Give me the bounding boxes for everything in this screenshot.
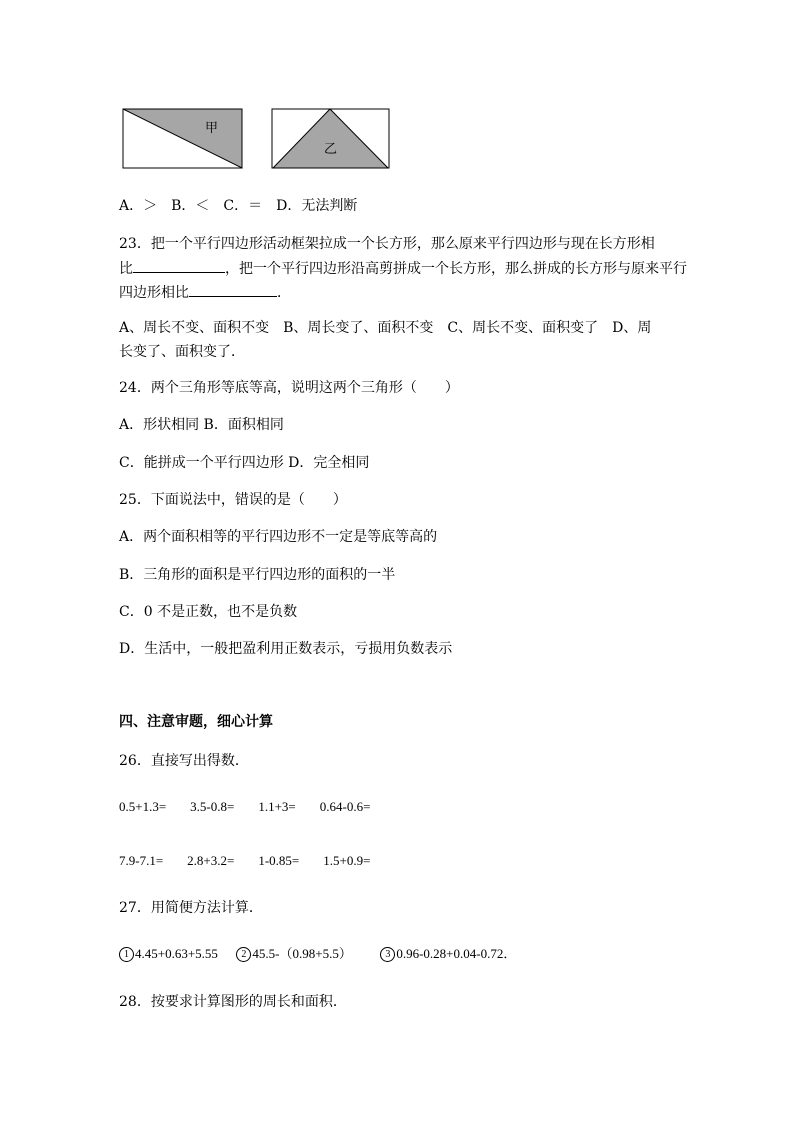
calc-item: 0.5+1.3= [119,799,167,814]
q26-row1 [119,797,394,817]
q24-stem: 24．两个三角形等底等高，说明这两个三角形（ ） [119,380,459,396]
q23-line1: 23．把一个平行四边形活动框架拉成一个长方形，那么原来平行四边形与现在长方形相 [119,236,655,252]
answer-blank-1[interactable] [133,258,225,273]
q23-line2-start: 比 [119,261,133,277]
calc-item: 0.64-0.6= [319,799,371,814]
answer-blank-2[interactable] [189,282,277,297]
calc-item: 2.8+3.2= [187,853,235,868]
q26-row2 [119,851,394,871]
figure-jia [122,108,244,170]
q27-expr-3: 0.96-0.28+0.04-0.72． [396,946,517,961]
calc-item: 3.5-0.8= [190,799,235,814]
q24-options-ab: A．形状相同 B．面积相同 [119,417,284,433]
q27-expressions [119,944,516,964]
q23-options-line1: A、周长不变、面积不变 B、周长变了、面积不变 C、周长不变、面积变了 D、周 [119,320,652,336]
calc-item: 7.9-7.1= [119,853,164,868]
q23-line3 [119,282,291,303]
q23-line2 [119,258,687,279]
calc-item: 1.1+3= [258,799,296,814]
q23-line2-end: ，把一个平行四边形沿高剪拼成一个长方形，那么拼成的长方形与原来平行 [225,261,687,277]
section-heading: 四、注意审题，细心计算 [119,714,273,730]
q24-options-cd: C．能拼成一个平行四边形 D．完全相同 [119,455,370,471]
q25-stem: 25．下面说法中，错误的是（ ） [119,492,347,508]
number-2-circle: 2 [236,947,251,962]
q27-stem: 27．用简便方法计算． [119,900,263,916]
q23-line3-end: ． [277,285,291,301]
figure-jia-label: 甲 [205,121,219,136]
figure-yi-label: 乙 [324,142,338,157]
calc-item: 1-0.85= [258,853,300,868]
q27-expr-1: 4.45+0.63+5.55 [135,946,218,961]
q23-options-line2: 长变了、面积变了． [119,344,245,360]
calc-item: 1.5+0.9= [323,853,371,868]
q25-option-d: D．生活中，一般把盈利用正数表示，亏损用负数表示 [119,641,453,657]
q23-line3-start: 四边形相比 [119,285,189,301]
q26-stem: 26．直接写出得数． [119,753,249,769]
number-3-circle: 3 [380,947,395,962]
q25-option-c: C．0 不是正数，也不是负数 [119,604,298,620]
q27-expr-2: 45.5-（0.98+5.5） [252,946,352,961]
q22-options: A．＞ B．＜ C．＝ D．无法判断 [119,198,358,214]
q25-option-b: B．三角形的面积是平行四边形的面积的一半 [119,567,396,583]
q28-stem: 28．按要求计算图形的周长和面积． [119,994,347,1010]
q25-option-a: A．两个面积相等的平行四边形不一定是等底等高的 [119,529,438,545]
figure-yi [271,108,391,170]
number-1-circle: 1 [119,947,134,962]
